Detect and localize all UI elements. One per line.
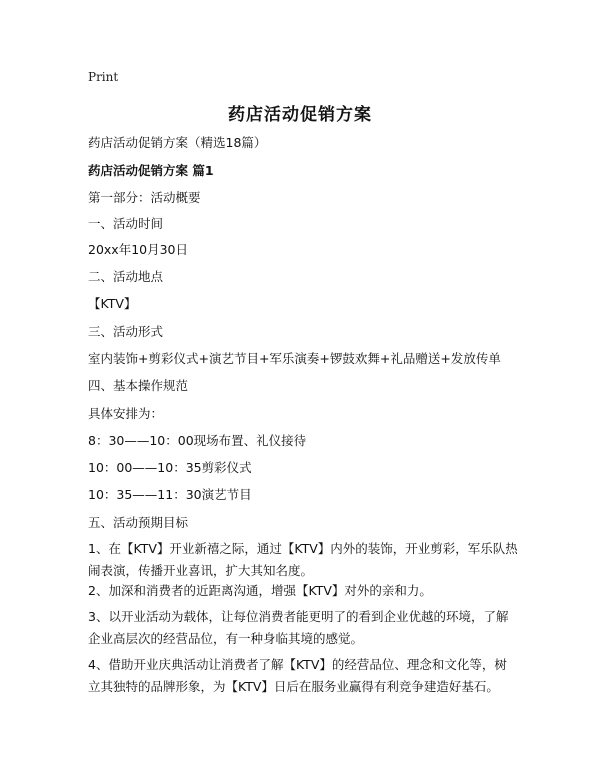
text-line: 10：35——11：30演艺节目	[88, 487, 252, 502]
text-line: 室内装饰+剪彩仪式+演艺节目+军乐演奏+锣鼓欢舞+礼品赠送+发放传单	[88, 351, 501, 366]
paragraph: 3、以开业活动为载体，让每位消费者能更明了的看到企业优越的环境，了解企业高层次的经营品位，有一种身临其境的感觉。	[88, 609, 509, 646]
text-line: 一、活动时间	[88, 216, 164, 231]
text-line: 【KTV】	[88, 296, 137, 311]
paragraph: 2、加深和消费者的近距离沟通，增强【KTV】对外的亲和力。	[88, 583, 432, 598]
paragraph: 1、在【KTV】开业新禧之际，通过【KTV】内外的装饰，开业剪彩，军乐队热闹表演，传播开业喜讯，扩大其知名度。	[88, 541, 518, 578]
text-line: 四、基本操作规范	[88, 378, 189, 393]
text-line: 8：30——10：00现场布置、礼仪接待	[88, 433, 307, 448]
document-title: 药店活动促销方案	[228, 105, 372, 125]
document-subtitle: 药店活动促销方案（精选18篇）	[88, 135, 267, 150]
text-line: 二、活动地点	[88, 269, 164, 284]
section-heading: 药店活动促销方案 篇1	[88, 163, 214, 178]
text-line: 第一部分：活动概要	[88, 190, 201, 205]
text-line: 五、活动预期目标	[88, 515, 189, 530]
text-line: 三、活动形式	[88, 324, 164, 339]
text-line: 具体安排为：	[88, 406, 164, 421]
print-label[interactable]: Print	[88, 70, 119, 84]
text-line: 20xx年10月30日	[88, 242, 189, 257]
text-line: 10：00——10：35剪彩仪式	[88, 460, 252, 475]
paragraph: 4、借助开业庆典活动让消费者了解【KTV】的经营品位、理念和文化等，树立其独特的品牌形象，为【KTV】日后在服务业赢得有利竞争建造好基石。	[88, 657, 507, 694]
